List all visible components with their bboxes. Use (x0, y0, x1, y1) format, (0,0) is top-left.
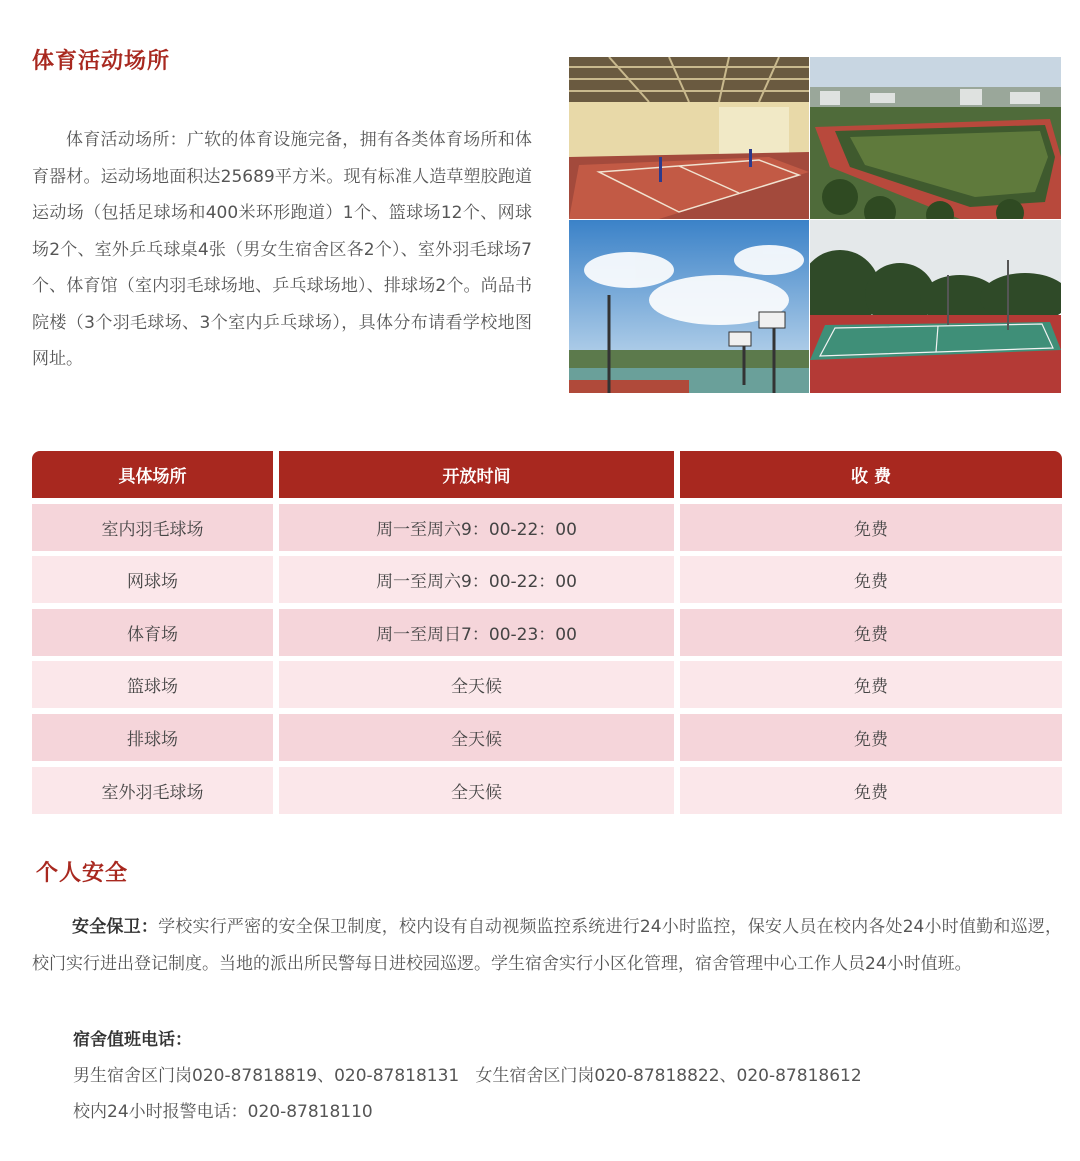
cell-venue: 室内羽毛球场 (32, 504, 273, 551)
cell-venue: 篮球场 (32, 661, 273, 708)
photo-indoor-gym (569, 57, 809, 219)
cell-venue: 体育场 (32, 609, 273, 656)
header-fee: 收 费 (680, 451, 1062, 498)
photo-tennis-court (810, 220, 1061, 393)
security-text: 学校实行严密的安全保卫制度，校内设有自动视频监控系统进行24小时监控，保安人员在校内各处24小时值勤和巡逻，校门实行进出登记制度。当地的派出所民警每日进校园巡逻。学生宿舍实行小区化管理，宿舍管理中心工作人员24小时值班。 (32, 917, 1063, 974)
header-venue: 具体场所 (32, 451, 273, 498)
table-row (32, 609, 1062, 656)
section-title-sports: 体育活动场所 (32, 49, 171, 74)
photo-grid (569, 57, 1061, 393)
cell-open-time: 周一至周六9：00-22：00 (279, 556, 674, 603)
cell-venue: 网球场 (32, 556, 273, 603)
cell-fee: 免费 (680, 609, 1062, 656)
section-title-safety: 个人安全 (36, 861, 129, 886)
cell-fee: 免费 (680, 767, 1062, 814)
cell-fee: 免费 (680, 504, 1062, 551)
cell-fee: 免费 (680, 556, 1062, 603)
table-header-row (32, 451, 1062, 498)
cell-open-time: 全天候 (279, 767, 674, 814)
cell-venue: 排球场 (32, 714, 273, 761)
cell-venue: 室外羽毛球场 (32, 767, 273, 814)
security-label: 安全保卫： (72, 917, 159, 937)
dorm-phone-label: 宿舍值班电话： (73, 1030, 192, 1050)
photo-basketball-court (569, 220, 809, 393)
cell-fee: 免费 (680, 714, 1062, 761)
photo-track-field (810, 57, 1061, 219)
facility-table (32, 451, 1062, 819)
cell-fee: 免费 (680, 661, 1062, 708)
cell-open-time: 全天候 (279, 714, 674, 761)
security-paragraph (32, 909, 1062, 982)
cell-open-time: 周一至周日7：00-23：00 (279, 609, 674, 656)
header-open-time: 开放时间 (279, 451, 674, 498)
sports-intro-text: 体育活动场所：广软的体育设施完备，拥有各类体育场所和体育器材。运动场地面积达25689平方米。现有标准人造草塑胶跑道运动场（包括足球场和400米环形跑道）1个、篮球场12个、网球场2个、室外乒乓球桌4张（男女生宿舍区各2个）、室外羽毛球场7个、体育馆（室内羽毛球场地、乒乓球场地）、排球场2个。尚品书院楼（3个羽毛球场、3个室内乒乓球场），具体分布请看学校地图网址。 (32, 130, 532, 369)
cell-open-time: 周一至周六9：00-22：00 (279, 504, 674, 551)
table-row (32, 767, 1062, 814)
dorm-phone-numbers: 男生宿舍区门岗020-87818819、020-87818131 女生宿舍区门岗020-87818822、020-87818612 (73, 1066, 862, 1086)
table-row (32, 504, 1062, 551)
cell-open-time: 全天候 (279, 661, 674, 708)
table-row (32, 661, 1062, 708)
table-row (32, 714, 1062, 761)
table-row (32, 556, 1062, 603)
alarm-phone: 校内24小时报警电话：020-87818110 (73, 1102, 373, 1122)
